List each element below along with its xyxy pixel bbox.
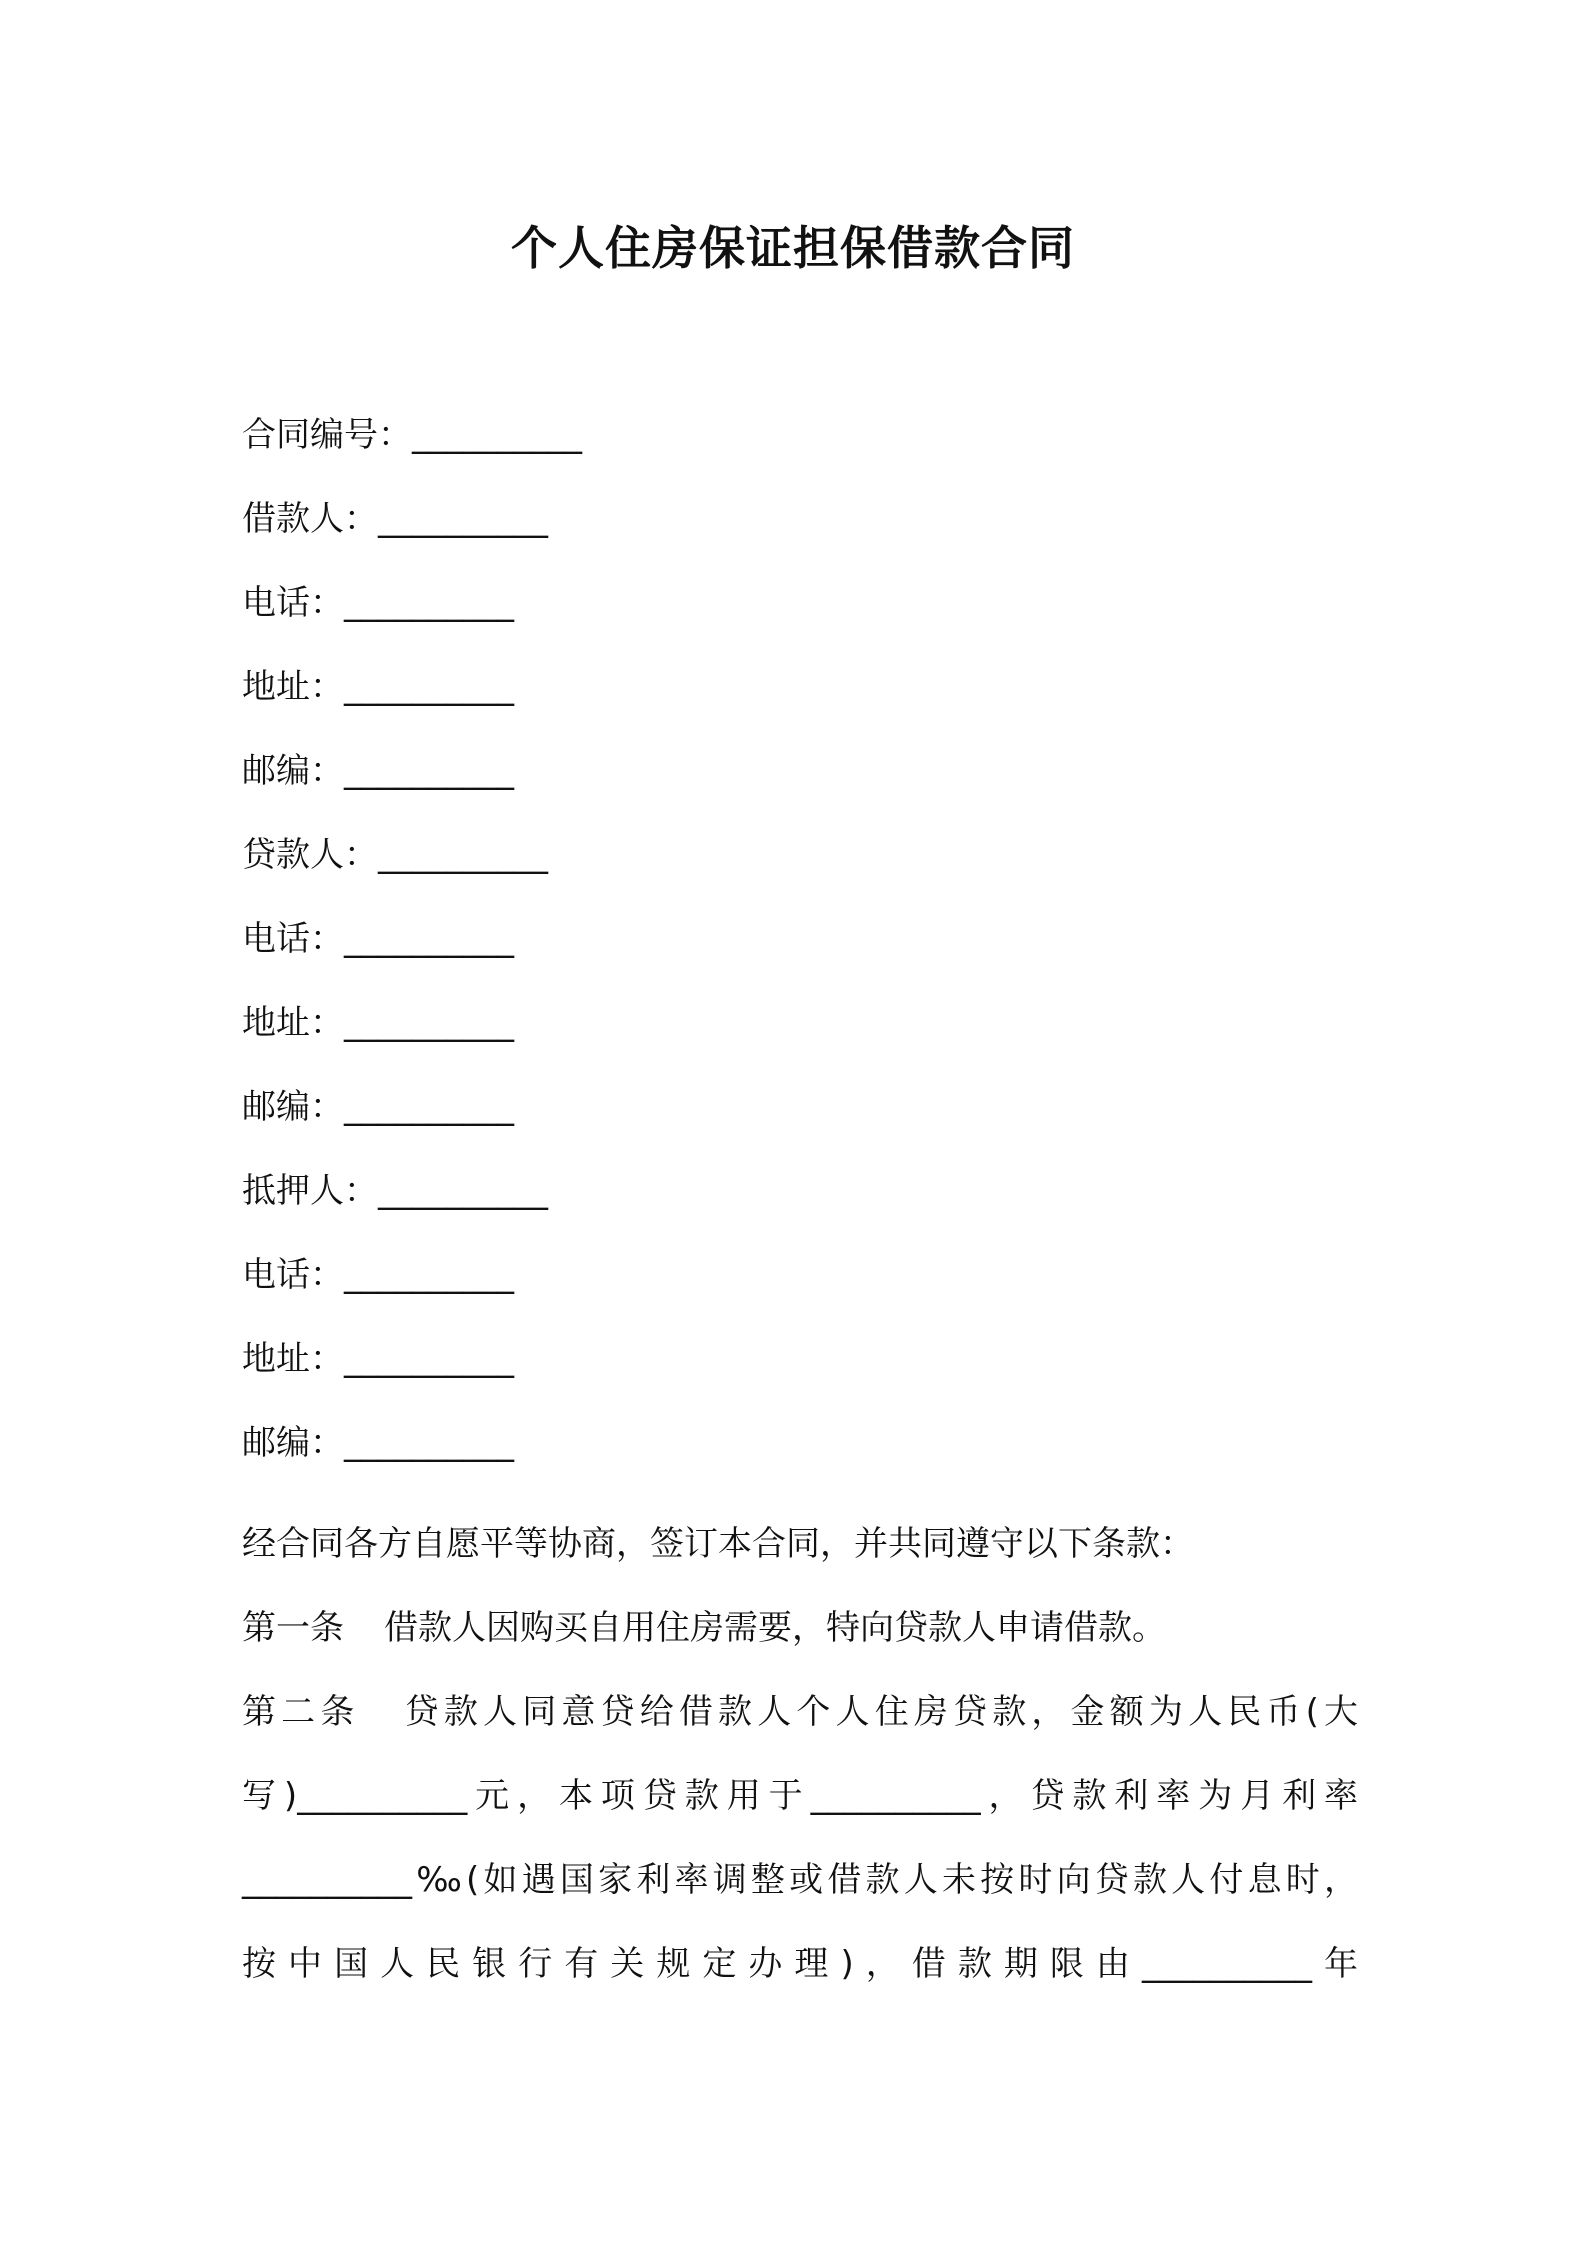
lender-postcode-field: 邮编：__________	[242, 1087, 514, 1127]
lender-address-field: 地址：__________	[242, 1003, 514, 1043]
article-2-line-3: __________‰(如遇国家利率调整或借款人未按时向贷款人付息时，	[242, 1860, 1358, 1900]
lender-field: 贷款人：__________	[242, 835, 548, 875]
contract-number-field: 合同编号：__________	[242, 415, 582, 455]
mortgagor-phone-field: 电话：__________	[242, 1255, 514, 1295]
mortgagor-postcode-field: 邮编：__________	[242, 1423, 514, 1463]
party-info-fields	[242, 410, 1362, 1502]
article-2-line-4: 按中国人民银行有关规定办理)，借款期限由__________年	[242, 1944, 1358, 1984]
lender-phone-field: 电话：__________	[242, 919, 514, 959]
borrower-field: 借款人：__________	[242, 499, 548, 539]
contract-body	[242, 1502, 1358, 2006]
article-1-text: 借款人因购买自用住房需要，特向贷款人申请借款。	[384, 1608, 1166, 1648]
document-title: 个人住房保证担保借款合同	[511, 221, 1075, 275]
article-2-text-1: 贷款人同意贷给借款人个人住房贷款，金额为人民币(大	[399, 1692, 1359, 1732]
article-2-label: 第二条	[242, 1692, 360, 1732]
borrower-phone-field: 电话：__________	[242, 583, 514, 623]
article-2-line-2: 写)__________元，本项贷款用于__________，贷款利率为月利率	[242, 1776, 1358, 1816]
borrower-address-field: 地址：__________	[242, 667, 514, 707]
intro-paragraph: 经合同各方自愿平等协商，签订本合同，并共同遵守以下条款：	[242, 1524, 1194, 1564]
article-1-label: 第一条	[242, 1608, 344, 1648]
article-1	[242, 1586, 1358, 1670]
mortgagor-field: 抵押人：__________	[242, 1171, 548, 1211]
article-2-line-1	[242, 1670, 1358, 1754]
mortgagor-address-field: 地址：__________	[242, 1339, 514, 1379]
borrower-postcode-field: 邮编：__________	[242, 751, 514, 791]
